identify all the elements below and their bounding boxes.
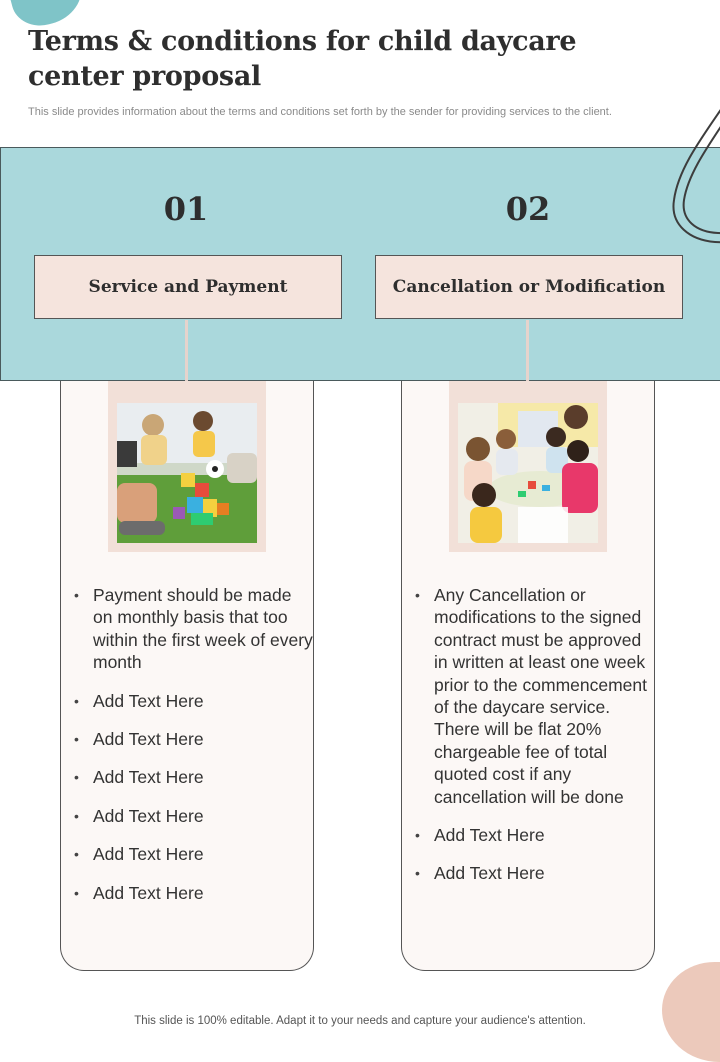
decorative-swirl <box>660 100 720 260</box>
connector-line <box>185 320 188 382</box>
connector-line <box>526 320 529 382</box>
page-subtitle: This slide provides information about the terms and conditions set forth by the sender for providing services to the client. <box>28 106 612 118</box>
section-number-02: 02 <box>505 190 551 228</box>
bullet-list-cancellation <box>415 584 655 901</box>
list-item: • Add Text Here <box>74 690 314 712</box>
list-item: • Payment should be made on monthly basis that too within the first week of every month <box>74 584 314 674</box>
list-item: • Add Text Here <box>74 766 314 788</box>
bullet-list-service-payment <box>74 584 314 920</box>
decorative-peach-blob <box>662 962 720 1062</box>
children-at-table-photo <box>458 403 598 543</box>
page-title: Terms & conditions for child daycare center proposal <box>28 26 577 92</box>
section-heading-service-payment <box>34 255 342 319</box>
list-item: • Add Text Here <box>74 882 314 904</box>
section-heading-text: Service and Payment <box>88 277 288 297</box>
section-heading-text: Cancellation or Modification <box>392 277 666 297</box>
list-item: • Add Text Here <box>74 728 314 750</box>
list-item: • Add Text Here <box>74 843 314 865</box>
photo-frame <box>108 381 266 552</box>
section-heading-cancellation <box>375 255 683 319</box>
children-playing-blocks-photo <box>117 403 257 543</box>
list-item: • Add Text Here <box>415 862 655 884</box>
list-item: • Add Text Here <box>74 805 314 827</box>
list-item: • Any Cancellation or modifications to the signed contract must be approved in written at least one week prior to the commencement of the daycare service. There will be flat 20% chargeable fee of total quoted cost if any cancellation will be done <box>415 584 655 808</box>
footer-note: This slide is 100% editable. Adapt it to your needs and capture your audience's attention. <box>134 1015 586 1027</box>
photo-frame <box>449 381 607 552</box>
section-number-01: 01 <box>163 190 209 228</box>
list-item: • Add Text Here <box>415 824 655 846</box>
